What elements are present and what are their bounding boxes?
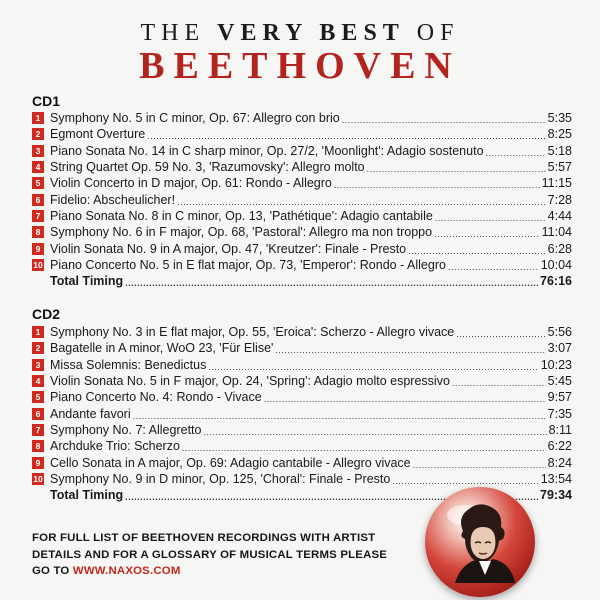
track-row[interactable]	[32, 389, 572, 405]
track-duration: 8:24	[547, 455, 572, 470]
track-number-badge: 9	[32, 243, 44, 255]
track-number-badge: 8	[32, 226, 44, 238]
dot-leader	[413, 457, 546, 473]
track-row[interactable]	[32, 159, 572, 175]
track-row[interactable]	[32, 257, 572, 273]
track-number-badge: 3	[32, 145, 44, 157]
track-row[interactable]	[32, 422, 572, 438]
track-row[interactable]	[32, 357, 572, 373]
dot-leader	[208, 359, 538, 375]
footer-line-1: FOR FULL LIST OF BEETHOVEN RECORDINGS WITH ARTIST	[32, 532, 376, 544]
track-row[interactable]	[32, 191, 572, 207]
track-number-badge: 6	[32, 194, 44, 206]
footer-notice	[32, 530, 412, 580]
track-number-badge: 4	[32, 161, 44, 173]
footer-line-2: DETAILS AND FOR A GLOSSARY OF MUSICAL TERMS PLEASE	[32, 548, 388, 561]
cd1-tracklist	[32, 110, 572, 290]
dot-leader	[486, 145, 546, 161]
track-row[interactable]	[32, 224, 572, 240]
track-duration: 4:44	[547, 208, 572, 223]
track-title: Violin Sonata No. 5 in F major, Op. 24, 'Spring': Adagio molto espressivo	[50, 374, 450, 389]
track-number-badge: 7	[32, 424, 44, 436]
track-row[interactable]	[32, 373, 572, 389]
track-number-badge: 1	[32, 326, 44, 338]
track-duration: 3:07	[547, 341, 572, 356]
track-duration: 10:04	[540, 257, 572, 272]
track-title: Cello Sonata in A major, Op. 69: Adagio cantabile - Allegro vivace	[50, 455, 411, 470]
track-duration: 7:28	[547, 192, 572, 207]
track-title: Piano Sonata No. 14 in C sharp minor, Op. 27/2, 'Moonlight': Adagio sostenuto	[50, 143, 484, 158]
dot-leader	[275, 342, 545, 358]
beethoven-portrait-sphere-icon	[425, 487, 535, 597]
track-title: Fidelio: Abscheulicher!	[50, 192, 176, 207]
track-duration: 11:15	[541, 176, 572, 191]
track-row[interactable]	[32, 471, 572, 487]
track-number-badge: 3	[32, 359, 44, 371]
total-timing-row	[32, 273, 572, 290]
total-timing-label: Total Timing	[50, 274, 124, 289]
track-row[interactable]	[32, 324, 572, 340]
track-number-badge: 7	[32, 210, 44, 222]
track-row[interactable]	[32, 208, 572, 224]
track-title: Violin Sonata No. 9 in A major, Op. 47, 'Kreutzer': Finale - Presto	[50, 241, 407, 256]
header-word-the: THE	[140, 20, 206, 46]
track-duration: 5:57	[547, 160, 572, 175]
dot-leader	[448, 259, 539, 275]
dot-leader	[434, 226, 540, 242]
track-duration: 6:28	[547, 241, 572, 256]
track-row[interactable]	[32, 175, 572, 191]
dot-leader	[133, 408, 546, 424]
footer-line-3	[32, 563, 412, 580]
total-timing-value: 76:16	[540, 274, 572, 289]
dot-leader	[342, 112, 546, 128]
dot-leader	[334, 177, 540, 193]
track-row[interactable]	[32, 454, 572, 470]
track-title: Violin Concerto in D major, Op. 61: Rondo - Allegro	[50, 176, 332, 191]
track-duration: 7:35	[547, 406, 572, 421]
track-title: Symphony No. 5 in C minor, Op. 67: Allegro con brio	[50, 111, 340, 126]
track-row[interactable]	[32, 240, 572, 256]
track-row[interactable]	[32, 438, 572, 454]
header-line	[0, 20, 600, 47]
track-number-badge: 6	[32, 408, 44, 420]
track-duration: 5:18	[547, 143, 572, 158]
track-title: Missa Solemnis: Benedictus	[50, 357, 207, 372]
track-number-badge: 2	[32, 342, 44, 354]
total-timing-value: 79:34	[540, 488, 572, 503]
dot-leader	[147, 128, 545, 144]
dot-leader	[203, 424, 546, 440]
track-duration: 5:56	[547, 325, 572, 340]
track-duration: 11:04	[541, 225, 572, 240]
track-title: Symphony No. 6 in F major, Op. 68, 'Pastoral': Allegro ma non troppo	[50, 225, 433, 240]
track-row[interactable]	[32, 126, 572, 142]
track-duration: 6:22	[547, 439, 572, 454]
dot-leader	[182, 440, 546, 456]
track-title: Andante favori	[50, 406, 131, 421]
track-title: Egmont Overture	[50, 127, 146, 142]
track-number-badge: 1	[32, 112, 44, 124]
track-title: Piano Concerto No. 4: Rondo - Vivace	[50, 390, 262, 405]
track-title: Piano Concerto No. 5 in E flat major, Op. 73, 'Emperor': Rondo - Allegro	[50, 257, 446, 272]
header-word-of: OF	[416, 20, 460, 46]
track-title: Bagatelle in A minor, WoO 23, 'Für Elise'	[50, 341, 274, 356]
track-title: Symphony No. 3 in E flat major, Op. 55, 'Eroica': Scherzo - Allegro vivace	[50, 325, 455, 340]
dot-leader	[435, 210, 546, 226]
track-duration: 8:11	[548, 422, 572, 437]
dot-leader	[367, 161, 546, 177]
track-number-badge: 4	[32, 375, 44, 387]
track-title: Archduke Trio: Scherzo	[50, 439, 180, 454]
track-number-badge: 2	[32, 128, 44, 140]
dot-leader	[452, 375, 546, 391]
track-row[interactable]	[32, 143, 572, 159]
dot-leader	[408, 243, 546, 259]
track-title: Symphony No. 9 in D minor, Op. 125, 'Choral': Finale - Presto	[50, 471, 391, 486]
album-title: BEETHOVEN	[139, 45, 461, 87]
track-number-badge: 10	[33, 259, 43, 270]
track-title: String Quartet Op. 59 No. 3, 'Razumovsky': Allegro molto	[50, 160, 365, 175]
dot-leader	[264, 391, 546, 407]
track-number-badge: 9	[32, 457, 44, 469]
track-number-badge: 5	[32, 177, 44, 189]
track-duration: 9:57	[547, 390, 572, 405]
website-link[interactable]: WWW.NAXOS.COM	[72, 565, 181, 577]
track-duration: 5:45	[547, 374, 572, 389]
dot-leader	[456, 326, 545, 342]
dot-leader	[125, 278, 538, 288]
track-duration: 10:23	[540, 357, 572, 372]
track-duration: 5:35	[547, 111, 572, 126]
dot-leader	[392, 473, 538, 489]
footer-line-3-prefix: GO TO	[32, 565, 73, 577]
cd1-label: CD1	[32, 93, 61, 109]
dot-leader	[177, 194, 546, 210]
track-number-badge: 5	[32, 391, 44, 403]
track-duration: 13:54	[540, 471, 572, 486]
track-title: Piano Sonata No. 8 in C minor, Op. 13, 'Pathétique': Adagio cantabile	[50, 208, 433, 223]
track-row[interactable]	[32, 405, 572, 421]
track-row[interactable]	[32, 340, 572, 356]
total-timing-label: Total Timing	[50, 488, 124, 503]
track-number-badge: 8	[32, 440, 44, 452]
track-number-badge: 10	[33, 473, 43, 484]
cd2-label: CD2	[32, 306, 61, 322]
cd2-tracklist	[32, 324, 572, 504]
track-title: Symphony No. 7: Allegretto	[50, 422, 202, 437]
track-duration: 8:25	[547, 127, 572, 142]
header-word-very-best: VERY BEST	[217, 20, 405, 46]
track-row[interactable]	[32, 110, 572, 126]
